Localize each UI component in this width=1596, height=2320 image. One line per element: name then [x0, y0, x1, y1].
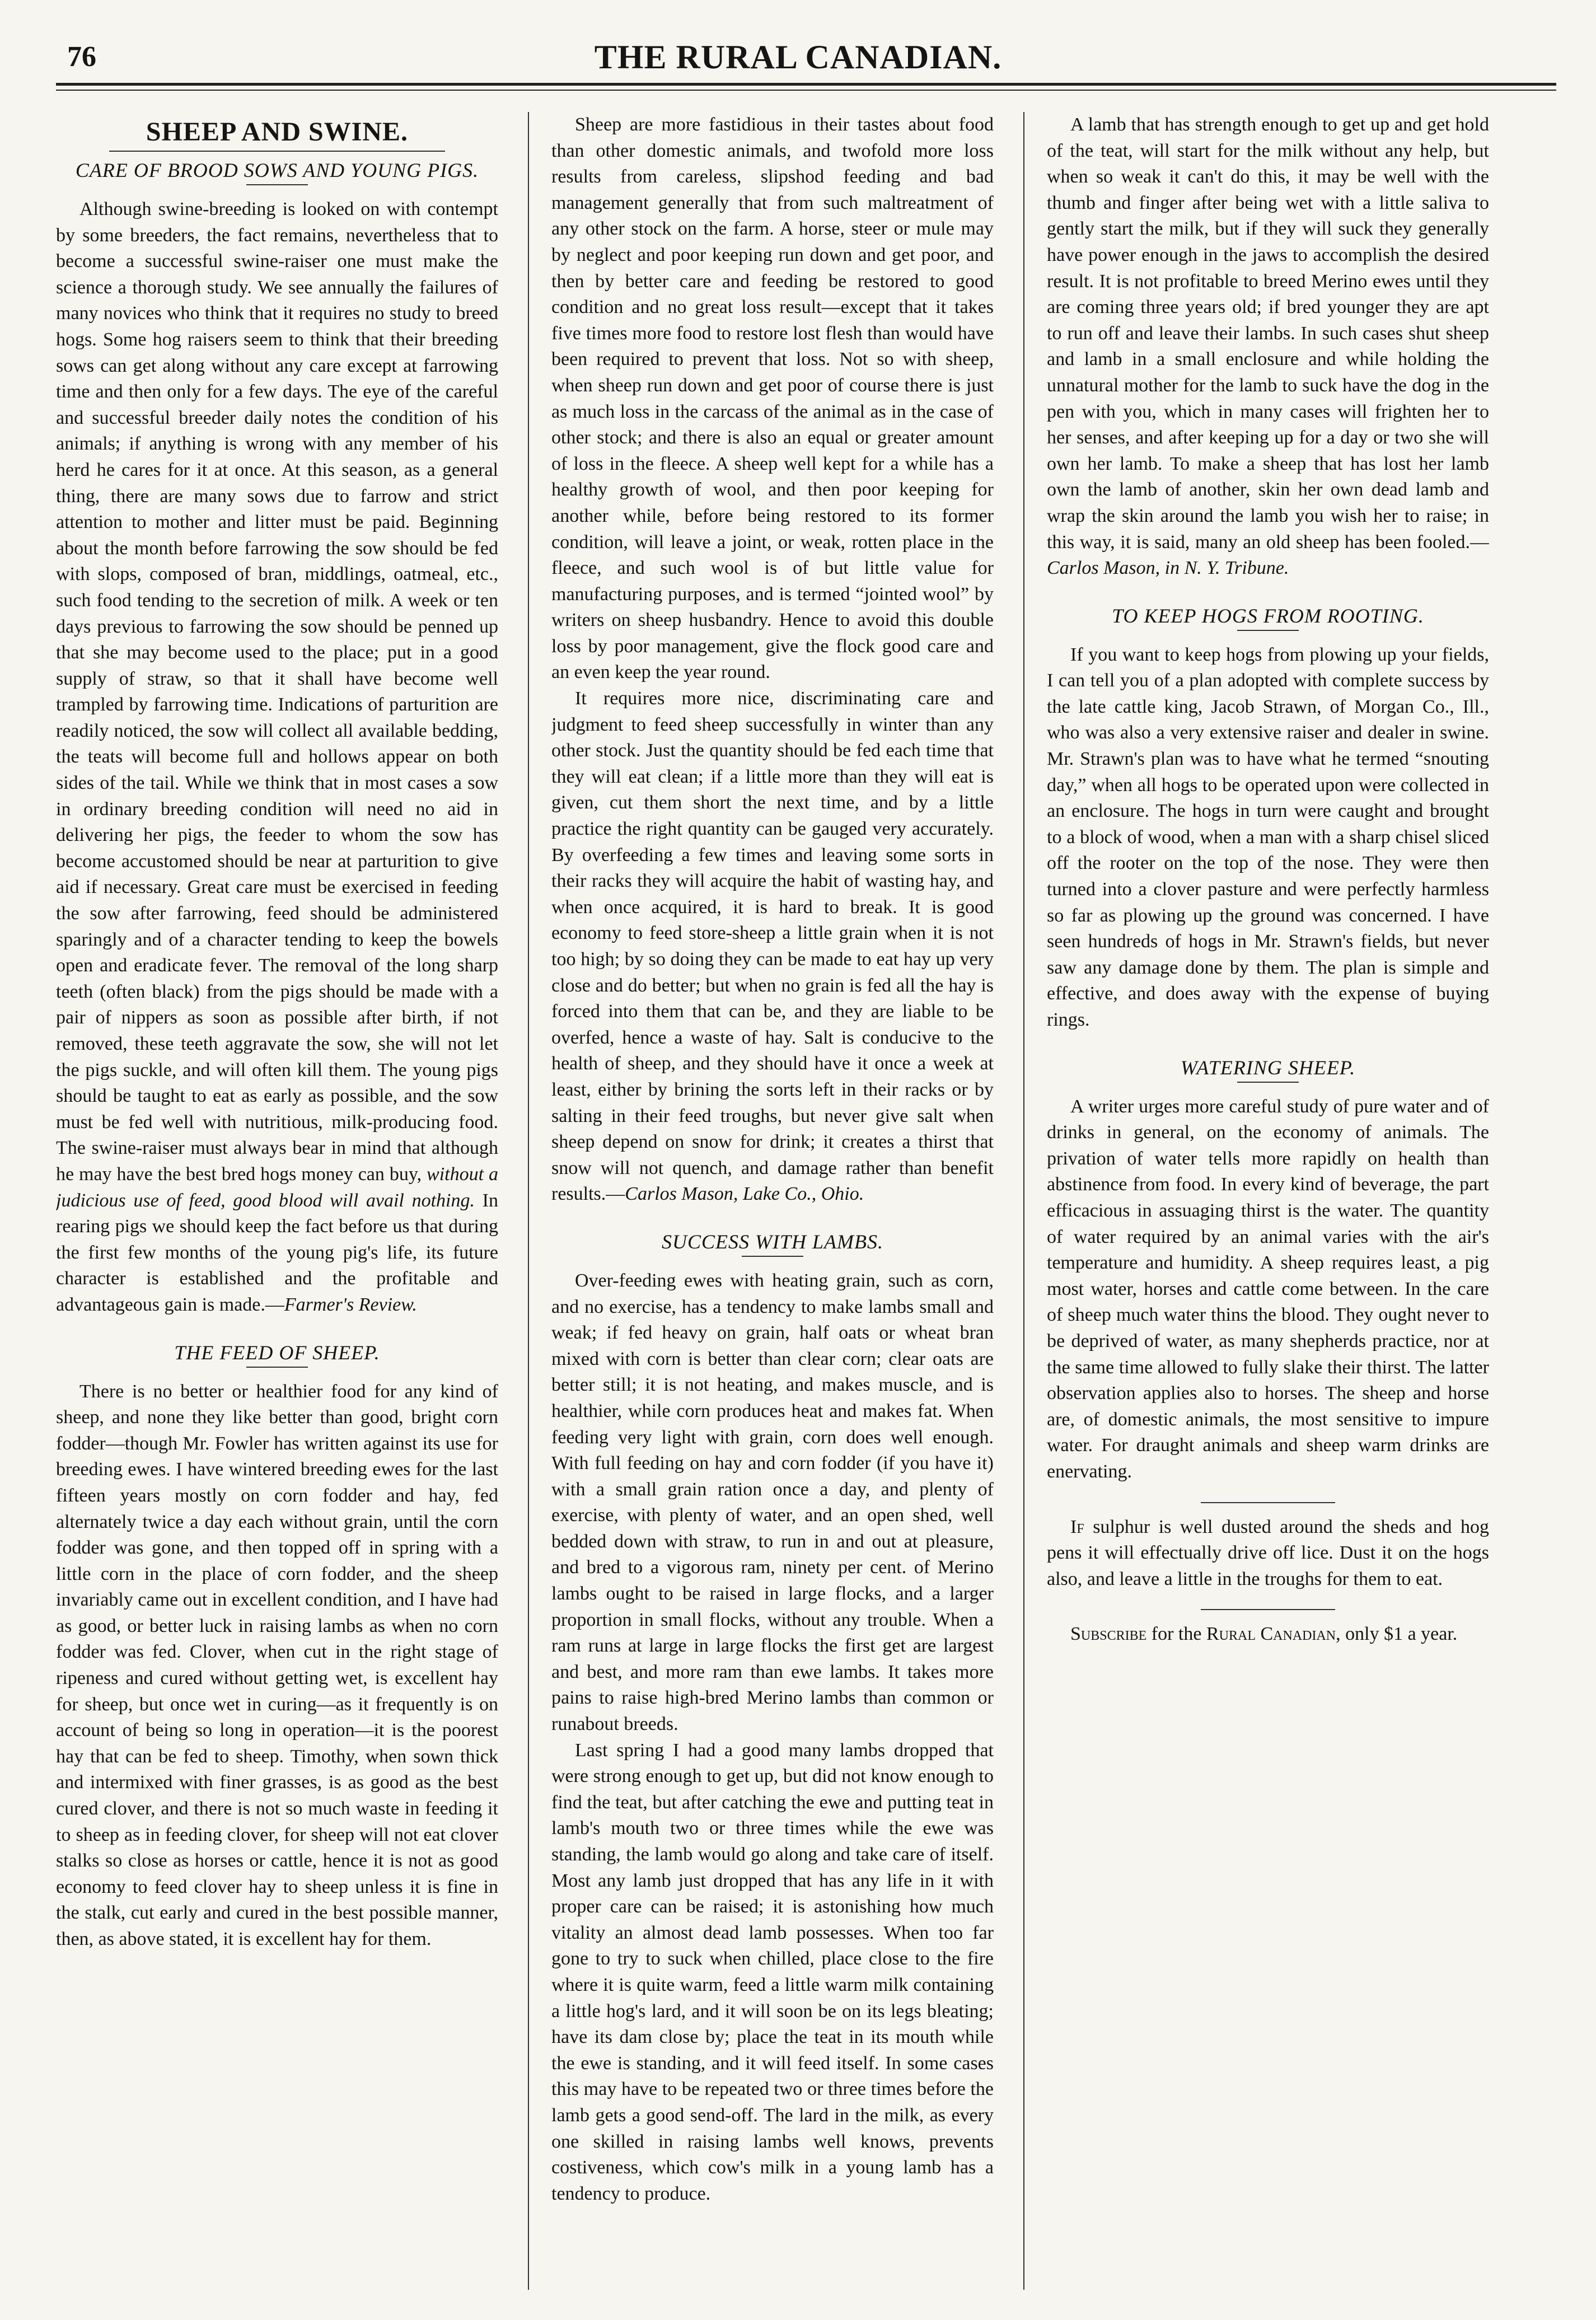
- article-body-success-lambs: Over-feeding ewes with heating grain, such as corn, and no exercise, has a tendency to make lambs small and weak; if fed heavy on grain, half oats or wheat bran mixed with corn is better than clear corn; clear oats are better still; it is not heating, and makes muscle, and is healthier, while corn produces heat and makes fat. When feeding very light with grain, corn does well enough. With full feeding on hay and corn fodder (if you have it) with a small grain ration once a day, and plenty of exercise, with plenty of water, and an open shed, well bedded down with straw, to run in and out at pleasure, and bred to a vigorous ram, ninety per cent. of Merino lambs ought to be raised in large flocks, and a larger proportion in small flocks, without any trouble. When a ram runs at large in large flocks the first get are largest and best, and more ram than ewe lambs. It takes more pains to raise high-bred Merino lambs than common or runabout breeds.: [551, 1270, 994, 1735]
- article-body-feed-of-sheep-3: It requires more nice, discriminating care and judgment to feed sheep successfully in winter than any other stock. Just the quantity should be fed each time that they will eat clean; if a little more than they will eat is given, cut them short the next time, and by a little practice the right quantity can be gauged very accurately. By overfeeding a few times and leaving some sorts in their racks they will acquire the habit of wasting hay, and when once acquired, it is hard to break. It is good economy to feed store-sheep a little grain when it is not too high; by so doing they can be made to eat hay up very close and do better; but when no grain is fed all the hay is forced into them that can be, and they are liable to be overfed, hence a waste of hay. Salt is conducive to the health of sheep, and they should have it once a week at least, either by brining the sorts left in their racks or by salting in their feed troughs, but never give salt when sheep depend on snow for drink; it creates a thirst that snow will not quench, and damage rather than benefit results.—Carlos Mason, Lake Co., Ohio.: [551, 688, 994, 1205]
- article-title-success-lambs: SUCCESS WITH LAMBS.: [662, 1230, 883, 1253]
- title-rule: [1237, 1082, 1299, 1083]
- separator-rule: [1201, 1609, 1335, 1610]
- separator-rule: [1201, 1502, 1335, 1503]
- column-divider: [528, 112, 529, 2290]
- page-number: 76: [67, 41, 96, 73]
- article-body-feed-of-sheep: There is no better or healthier food for any kind of sheep, and none they like better than good, bright corn fodder—though Mr. Fowler has written against its use for breeding ewes. I have wintered breeding ewes for the last fifteen years mostly on corn fodder and hay, fed alternately twice a day each without grain, until the corn fodder was gone, and then topped off in spring with a little corn in the place of corn fodder, and the sheep invariably came out in excellent condition, and I have had as good, or better luck in raising lambs as when no corn fodder was fed. Clover, when cut in the right stage of ripeness and cured without getting wet, is excellent hay for sheep, but once wet in curing—as it frequently is on account of being so long in operation—it is the poorest hay that can be fed to sheep. Timothy, when sown thick and intermixed with finer grasses, is as good as the best cured clover, and there is not so much waste in feeding it to sheep as in feeding clover, for sheep will not eat clover stalks so close as horses or cattle, hence it is not as good economy to feed clover hay to sheep unless it is fine in the stalk, cut early and cured in the best possible manner, then, as above stated, it is excellent hay for them.: [56, 1381, 498, 1949]
- column-1: [56, 112, 498, 2295]
- masthead: THE RURAL CANADIAN.: [594, 39, 1002, 76]
- column-3: [1047, 112, 1489, 2295]
- article-body-feed-of-sheep-2: Sheep are more fastidious in their tastes about food than other domestic animals, and twofold more loss results from careless, slipshod feeding and bad management generally that from such maltreatment of any other stock on the farm. A horse, steer or mule may by neglect and poor keeping run down and get poor, and then by better care and feeding be restored to good condition and no great loss result—except that it takes five times more food to restore lost flesh than would have been required to prevent that loss. Not so with sheep, when sheep run down and get poor of course there is just as much loss in the carcass of the animal as in the case of other stock; and there is also an equal or greater amount of loss in the fleece. A sheep well kept for a while has a healthy growth of wool, and then poor keeping for another while, before being restored to its former condition, will leave a joint, or weak, rotten place in the fleece, and such wool is of but little value for manufacturing purposes, and is termed “jointed wool” by writers on sheep husbandry. Hence to avoid this double loss by poor management, give the flock good care and an even keep the year round.: [551, 114, 994, 683]
- header-rule-thin: [56, 90, 1556, 91]
- title-rule: [246, 1367, 308, 1368]
- article-body-brood-sows: Although swine-breeding is looked on with contempt by some breeders, the fact remains, nevertheless that to become a successful swine-raiser one must make the science a thorough study. We see annually the failures of many novices who think that it requires no study to breed hogs. Some hog raisers seem to think that their breeding sows can get along without any care except at farrowing time and then only for a few days. The eye of the careful and successful breeder daily notes the condition of his animals; if anything is wrong with any member of his herd he cares for it at once. At this season, as a general thing, there are many sows due to farrow and strict attention to mother and litter must be paid. Beginning about the month before farrowing the sow should be fed with slops, composed of bran, middlings, oatmeal, etc., such food tending to the secretion of milk. A week or ten days previous to farrowing the sow should be penned up that she may become used to the place; put in a good supply of straw, so that it shall have become well trampled by farrowing time. Indications of parturition are readily noticed, the sow will collect all available bedding, the teats will become full and hollows appear on both sides of the tail. While we think that in most cases a sow in ordinary breeding condition will need no aid in delivering her pigs, the feeder to whom the sow has become accustomed should be near at parturition to give aid if necessary. Great care must be exercised in feeding the sow after farrowing, feed should be administered sparingly and of a character tending to keep the bowels open and eradicate fever. The removal of the long sharp teeth (often black) from the pigs should be made with a pair of nippers as soon as possible after birth, if not removed, these teeth aggravate the sow, she will not let the pigs suckle, and will often kill them. The young pigs should be taught to eat as early as possible, and the sow must be fed well with nutritious, milk-producing food. The swine-raiser must always bear in mind that although he may have the best bred hogs money can buy, without a judicious use of feed, good blood will avail nothing. In rearing pigs we should keep the fact before us that during the first few months of the young pig's life, its future character is established and the profitable and advantageous gain is made.—Farmer's Review.: [56, 199, 498, 1315]
- title-rule: [742, 1256, 803, 1257]
- article-source: Carlos Mason, Lake Co., Ohio.: [625, 1184, 864, 1205]
- article-body-sulphur: If sulphur is well dusted around the sheds and hog pens it will effectually drive off lice. Dust it on the hogs also, and leave a little in the troughs for them to eat.: [1047, 1516, 1489, 1589]
- header-rule: [56, 83, 1556, 86]
- article-title-feed-of-sheep: THE FEED OF SHEEP.: [174, 1341, 380, 1364]
- section-rule: [109, 151, 445, 152]
- article-title-watering: WATERING SHEEP.: [1180, 1056, 1356, 1079]
- article-body-success-lambs-2: Last spring I had a good many lambs dropped that were strong enough to get up, but did not know enough to find the teat, but after catching the ewe and putting teat in lamb's mouth two or three times while the ewe was standing, the lamb would go along and take care of itself. Most any lamb just dropped that has any life in it with proper care can be raised; it is astonishing how much vitality an almost dead lamb possesses. When too far gone to try to suck when chilled, place close to the fire where it is quite warm, feed a little warm milk containing a little hog's lard, and it will soon be on its legs bleating; have its dam close by; place the teat in its mouth while the ewe is standing, and it will feed itself. In some cases this may have to be repeated two or three times before the lamb gets a good send-off. The lard in the milk, as every one skilled in raising lambs well knows, prevents costiveness, which cow's milk in a young lamb has a tendency to produce.: [551, 1739, 994, 2204]
- article-body-watering: A writer urges more careful study of pure water and of drinks in general, on the economy of animals. The privation of water tells more rapidly on health than abstinence from food. In every kind of beverage, the part efficacious in assuaging thirst is the water. The quantity of water required by an animal varies with the air's temperature and humidity. A sheep requires least, a pig most water, horses and cattle come between. In the care of sheep much water thins the blood. They ought never to be deprived of water, as many shepherds practice, nor at the same time allowed to fully slake their thirst. The latter observation applies also to horses. The sheep and horse are, of domestic animals, the most sensitive to impure water. For draught animals and sheep warm drinks are enervating.: [1047, 1096, 1489, 1482]
- title-rule: [246, 184, 308, 185]
- article-title-keep-hogs: TO KEEP HOGS FROM ROOTING.: [1112, 604, 1424, 627]
- article-source: Farmer's Review.: [284, 1294, 417, 1315]
- column-2: [551, 112, 994, 2295]
- article-body-keep-hogs: If you want to keep hogs from plowing up your fields, I can tell you of a plan adopted with complete success by the late cattle king, Jacob Strawn, of Morgan Co., Ill., who was also a very extensive raiser and dealer in swine. Mr. Strawn's plan was to have what he termed “snouting day,” when all hogs to be operated upon were collected in an enclosure. The hogs in turn were caught and brought to a block of wood, when a man with a sharp chisel sliced off the rooter on the top of the nose. They were then turned into a clover pasture and were perfectly harmless so far as plowing up the ground was concerned. I have seen hundreds of hogs in Mr. Strawn's fields, but never saw any damage done by them. The plan is simple and effective, and does away with the expense of buying rings.: [1047, 644, 1489, 1030]
- section-title: SHEEP AND SWINE.: [146, 117, 409, 147]
- title-rule: [1237, 630, 1299, 631]
- article-source: Carlos Mason, in N. Y. Tribune.: [1047, 558, 1289, 579]
- article-title-brood-sows: CARE OF BROOD SOWS AND YOUNG PIGS.: [75, 159, 479, 181]
- subscribe-note: Subscribe for the Rural Canadian, only $1 a year.: [1070, 1624, 1458, 1645]
- column-divider: [1023, 112, 1024, 2290]
- article-body-success-lambs-3: A lamb that has strength enough to get up and get hold of the teat, will start for the milk without any help, but when so weak it can't do this, it may be well with the thumb and finger after being wet with a little saliva to gently start the milk, but if they will suck they generally have power enough in the jaws to accomplish the desired result. It is not profitable to breed Merino ewes until they are coming three years old; if bred younger they are apt to run off and leave their lambs. In such cases shut sheep and lamb in a small enclosure and while holding the unnatural mother for the lamb to suck have the dog in the pen with you, which in many cases will frighten her to her senses, and after keeping up for a day or two she will own her lamb. To make a sheep that has lost her lamb own the lamb of another, skin her own dead lamb and wrap the skin around the lamb you wish her to raise; in this way, it is said, many an old sheep has been fooled.—Carlos Mason, in N. Y. Tribune.: [1047, 114, 1489, 579]
